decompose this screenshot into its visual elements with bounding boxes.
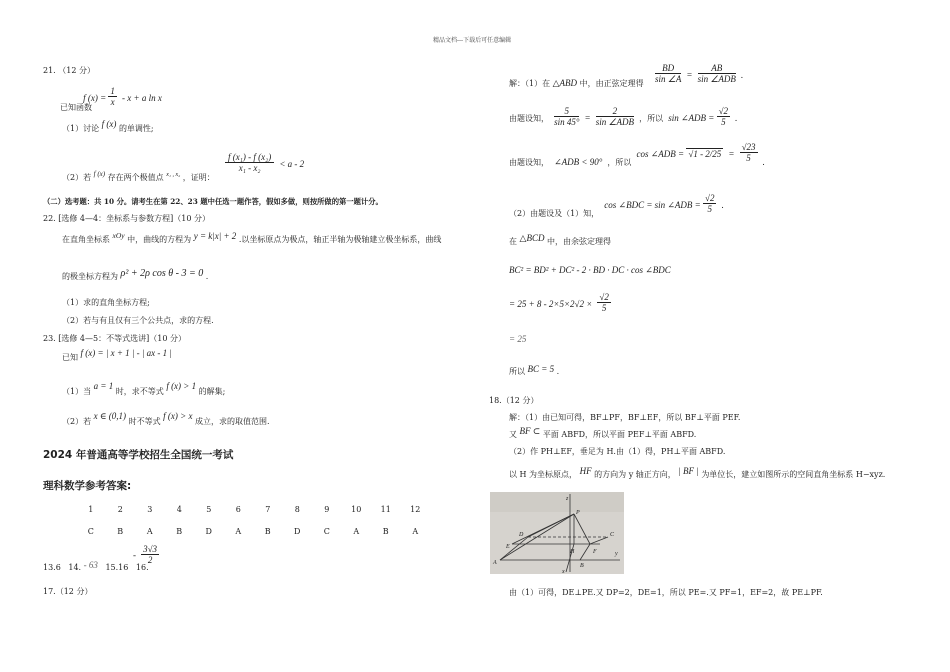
answer-letter: D	[205, 526, 212, 536]
fill-16-fraction	[141, 544, 159, 565]
q21-part2-x: x₁ , x₂	[166, 172, 181, 178]
sol17-line9: 所以 BC = 5 .	[509, 364, 560, 376]
fill-13: 13.6	[43, 563, 61, 572]
answer-letters-row	[76, 518, 430, 540]
sol17-line8: = 25	[509, 334, 527, 344]
q22-line1	[62, 231, 442, 245]
sol17-sr-frac1-den: sin ∠A	[655, 74, 682, 84]
q23-part1-a: （1）当	[62, 387, 92, 396]
q22-xoy: xOy	[112, 231, 125, 240]
sol17-l2-frac1-den: sin 45°	[554, 117, 580, 127]
sol17-sr-frac1	[655, 63, 681, 84]
q18-l2-b: BF ⊂	[519, 426, 541, 436]
sol17-l4-frac-den: 5	[707, 204, 712, 214]
q23-part2	[62, 411, 270, 427]
q18-l4-a: 以 H 为坐标原点，	[509, 470, 578, 479]
q17-heading: 17.（12 分）	[43, 587, 93, 596]
q18-line3: （2）作 PH⊥EF，垂足为 H.由（1）得，PH⊥平面 ABFD.	[509, 447, 726, 456]
q21-part2-c: ，证明：	[182, 173, 215, 182]
sol17-l3-frac-den: 5	[746, 153, 751, 163]
answer-letter: C	[323, 526, 330, 536]
q21-part1-a: （1）讨论	[62, 124, 100, 133]
answer-num: 8	[294, 504, 300, 514]
q18-l4-hf: HF	[579, 466, 592, 476]
q23-given	[62, 348, 172, 363]
answer-num: 6	[235, 504, 241, 514]
q18-l4-bf: | BF |	[678, 466, 699, 476]
q23-part1-c: 的解集;	[198, 387, 226, 396]
q21-part1-fx: f (x)	[101, 119, 117, 129]
sol17-l3-a: 由题设知，	[509, 158, 549, 167]
q21-ineq-num: f (x₁) - f (x₂)	[225, 152, 274, 163]
q22-line2: 的极坐标方程为 ρ² + 2ρ cos θ - 3 = 0 .	[62, 268, 209, 281]
fill-16-num: 3√3	[143, 544, 158, 554]
q18-l4-e: 为单位长，建立如图所示的空间直角坐标系 H−xyz.	[701, 470, 886, 479]
answer-num: 11	[380, 504, 391, 514]
answer-letter: D	[294, 526, 301, 536]
fig-label-e: E	[506, 544, 510, 550]
sol17-l5-a: 在	[509, 237, 517, 246]
sol17-l9-eq: BC = 5	[527, 364, 555, 374]
answer-num: 1	[88, 504, 94, 514]
sol17-line4: $_{(2)由题设及(1)知,}$ cos ∠BDC = sin ∠ADB = $\frac{√2}{5}$ .	[509, 193, 724, 218]
sol17-sr-frac2-num: AB	[698, 63, 736, 74]
sol17-l4-a: （2）由题设及（1）知，	[509, 209, 600, 218]
fig-label-d: D	[519, 532, 524, 538]
q21-fraction-num: 1	[110, 86, 115, 96]
q22-line1-a: 在直角坐标系	[62, 235, 110, 244]
fig-label-f: F	[593, 549, 597, 555]
sol17-sine-rule: $\frac{BD}{\sin \angle A}$ = $\frac{AB}{\text{sin ∠ADB}}$ .	[655, 63, 744, 84]
fig-label-h: H	[570, 549, 575, 555]
q23-part2-eq: x ∈ (0,1)	[93, 411, 127, 421]
sol17-l7-frac-den: 5	[601, 303, 607, 313]
q23-part2-eq2: f (x) > x	[163, 411, 193, 421]
fill-15: 15.16	[105, 563, 129, 572]
q22-part1: （1）求的直角坐标方程;	[62, 298, 150, 307]
q22-line1-c: .以坐标原点为极点，轴正半轴为极轴建立极坐标系，曲线	[238, 235, 442, 244]
q21-heading: 21. （12 分）	[43, 66, 95, 75]
q23-part1-eq: a = 1	[93, 381, 114, 391]
fig-label-a: A	[493, 560, 497, 566]
sol17-l2-frac2-den: sin ∠ADB	[595, 117, 635, 127]
sol17-l2-frac2-num: 2	[596, 106, 634, 117]
fill-16-value	[133, 544, 159, 565]
sol17-l2-frac1	[554, 106, 579, 127]
q18-heading: 18.（12 分）	[489, 396, 539, 405]
answer-letter: A	[353, 526, 360, 536]
fig-label-z: z	[566, 496, 569, 502]
sol17-l3-root-inner: 1 - 2/25	[693, 149, 722, 159]
q21-ineq-fraction	[225, 152, 274, 173]
q23-part2-b: 时不等式	[128, 417, 161, 426]
q22-polar-eq: ρ² + 2ρ cos θ - 3 = 0	[120, 268, 204, 279]
q21-fraction-den: x	[110, 97, 115, 107]
q18-l2-a: 又	[509, 430, 517, 439]
answer-num: 3	[147, 504, 153, 514]
sol17-l5-triangle: △BCD	[519, 233, 545, 243]
q23-part2-c: 成立，求的取值范围.	[195, 417, 270, 426]
q22-heading: 22. [选修 4—4：坐标系与参数方程]（10 分）	[43, 214, 210, 223]
q23-function: f (x) = | x + 1 | - | ax - 1 |	[80, 348, 172, 358]
fig-label-b: B	[580, 563, 584, 569]
q23-part2-a: （2）若	[62, 417, 92, 426]
q21-function-lhs: f (x) =	[83, 93, 109, 103]
q21-inequality	[225, 152, 304, 173]
q18-line2	[509, 426, 697, 440]
sol17-l3-eq: ∠ADB < 90°	[554, 157, 603, 167]
answer-numbers-row	[76, 500, 430, 518]
geometry-figure	[490, 492, 624, 574]
page-header: 精品文档---下载后可任意编辑	[433, 37, 512, 44]
sol17-l3-root: √1 - 2/25	[688, 149, 722, 159]
q21-function-rest: - x + a ln x	[122, 93, 162, 103]
q23-heading: 23. [选修 4—5：不等式选讲]（10 分）	[43, 334, 186, 343]
sol17-line2: 由题设知， $\frac{5}{\sin 45^\circ}$ = $\frac{2}{\text{sin ∠ADB}}$ ，所以 sin ∠ADB = $\frac{√2}{5}$ .	[509, 106, 738, 127]
fig-label-y: y	[615, 551, 618, 557]
section-two-heading: （二）选考题：共 10 分。请考生在第 22、23 题中任选一题作答，假如多做，则按所做的第一题计分。	[43, 197, 383, 206]
sol17-line5	[509, 233, 612, 247]
sol17-l2-frac3	[717, 106, 730, 127]
sol17-l7-frac-num: √2	[599, 292, 609, 302]
answer-num: 10	[351, 504, 362, 514]
sol17-l1-b: 中，由正弦定理得	[579, 79, 644, 88]
answer-num: 5	[206, 504, 212, 514]
sol17-l1-a: 解：（1）在	[509, 79, 551, 88]
q22-curve-eq: y = k|x| + 2	[193, 231, 237, 241]
sol17-cosine-rule: BC² = BD² + DC² - 2 · BD · DC · cos ∠BDC	[509, 265, 671, 275]
sol17-l2-frac2	[596, 106, 634, 127]
answer-letter: A	[235, 526, 242, 536]
sol17-l1-triangle: △ABD	[552, 78, 578, 88]
sol17-l2-b: ，所以	[639, 114, 664, 123]
q18-line1: 解：（1）由已知可得，BF⊥PF，BF⊥EF，所以 BF⊥平面 PEF.	[509, 413, 741, 422]
sol17-l3-frac-num: √23	[741, 142, 756, 152]
exam-title: 2024 年普通高等学校招生全国统一考试	[43, 449, 234, 461]
fig-label-x: x	[562, 569, 565, 574]
answer-table	[76, 500, 430, 540]
fig-label-c: C	[610, 532, 615, 538]
answer-num: 2	[117, 504, 123, 514]
fill-14: 14.	[68, 563, 82, 572]
q22-line1-b: 中，曲线的方程为	[127, 235, 192, 244]
sol17-l3-b: ，所以	[607, 158, 632, 167]
q21-part2-a: （2）若	[62, 173, 92, 182]
sol17-l2-frac1-num: 5	[554, 106, 579, 117]
q21-part2-fx: f (x)	[93, 170, 106, 178]
fill-16-den: 2	[147, 555, 153, 565]
answer-num: 12	[410, 504, 421, 514]
answer-letter: A	[412, 526, 419, 536]
sol17-line3: 由题设知， ∠ADB < 90° ，所以 $^{cos \angle ADB =}$ $^{√1 - 2/25}$ = $\frac{√23}{5}$ .	[509, 142, 765, 167]
answer-num: 7	[265, 504, 271, 514]
sol17-line1	[509, 78, 644, 89]
q23-part1	[62, 381, 226, 397]
sol17-l4-frac	[703, 193, 716, 214]
q18-l4-c: 的方向为 y 轴正方向，	[594, 470, 676, 479]
answer-letter: B	[264, 526, 271, 536]
q21-given-label: 已知函数	[60, 103, 92, 112]
sol17-l9-a: 所以	[509, 367, 525, 376]
sol17-line7	[509, 292, 611, 313]
q21-ineq-den: x₁ - x₂	[238, 163, 261, 173]
q21-part2	[62, 172, 215, 185]
sol17-l2-a: 由题设知，	[509, 114, 549, 123]
fill-16: 16.	[135, 563, 149, 572]
sol17-l2-frac3-den: 5	[721, 117, 726, 127]
answer-num: 9	[324, 504, 330, 514]
q23-part1-eq2: f (x) > 1	[166, 381, 197, 391]
q21-part1-b: 的单调性;	[118, 124, 154, 133]
answer-letter: B	[176, 526, 183, 536]
q22-line2-a: 的极坐标方程为	[62, 272, 118, 281]
sol17-l5-b: 中，由余弦定理得	[547, 237, 612, 246]
sol17-sr-frac1-num: BD	[655, 63, 681, 74]
sol17-l2-frac3-num: √2	[718, 106, 729, 116]
answer-letter: C	[87, 526, 94, 536]
q18-l2-c: 平面 ABFD，所以平面 PEF⊥平面 ABFD.	[542, 430, 697, 439]
sol17-l4-frac-num: √2	[705, 193, 715, 203]
fig-label-p: P	[576, 510, 580, 516]
q21-fraction	[108, 86, 117, 107]
sol17-sr-frac2-den: sin ∠ADB	[697, 74, 736, 84]
sol17-sr-frac2	[698, 63, 736, 84]
q23-part1-b: 时，求不等式	[115, 387, 164, 396]
sol17-l7-frac	[597, 292, 610, 313]
q21-given	[60, 80, 176, 112]
fill-16-sign: -	[133, 550, 136, 560]
q21-part2-b: 存在两个极值点	[107, 173, 164, 182]
q18-line4	[509, 466, 886, 480]
q23-given-label: 已知	[62, 353, 78, 362]
answer-num: 4	[176, 504, 182, 514]
sol17-l3-eq2: cos ∠ADB =	[636, 149, 687, 159]
q21-ineq-rhs: < a - 2	[279, 159, 305, 169]
sol17-l3-frac	[740, 142, 758, 163]
q22-part2: （2）若与有且仅有三个公共点，求的方程.	[62, 316, 214, 325]
q21-part1	[62, 119, 154, 134]
fill-14-value: - 63	[83, 560, 98, 570]
q18-line5: 由（1）可得，DE⊥PE.又 DP=2，DE=1，所以 PE=.又 PF=1，EF=2，故 PE⊥PF.	[509, 588, 823, 597]
answer-letter: B	[117, 526, 124, 536]
geometry-figure-photo	[490, 492, 624, 574]
sol17-l2-eq: sin ∠ADB =	[668, 113, 717, 123]
answer-letter: B	[382, 526, 389, 536]
sol17-l4-eq: cos ∠BDC = sin ∠ADB =	[604, 200, 704, 210]
answer-letter: A	[146, 526, 153, 536]
answer-title: 理科数学参考答案:	[43, 480, 132, 492]
sol17-l7-eq: = 25 + 8 - 2×5×2√2 ×	[509, 299, 593, 309]
